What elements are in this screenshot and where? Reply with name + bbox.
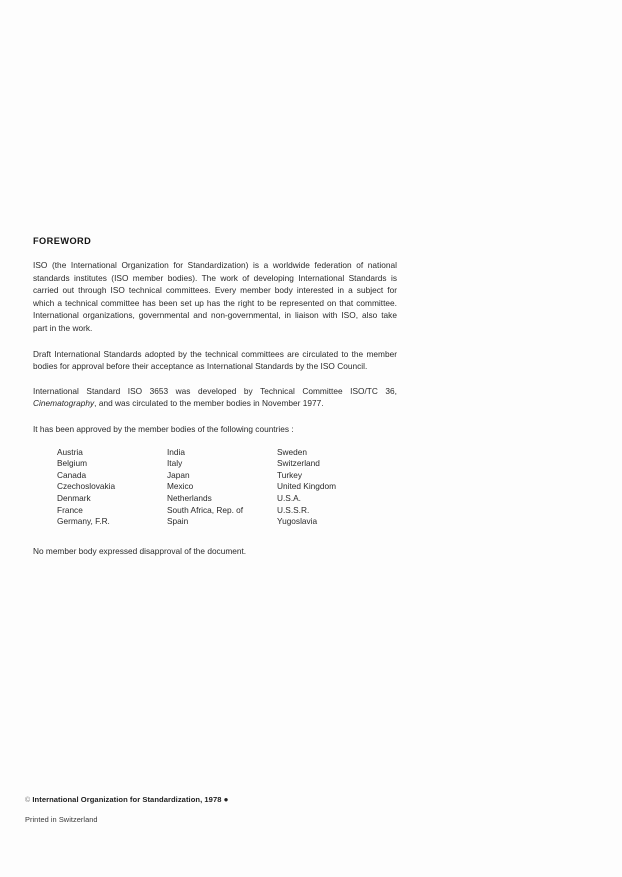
country-cell: Belgium <box>57 458 87 469</box>
country-cell: Canada <box>57 469 87 480</box>
country-cell: Japan <box>167 469 190 480</box>
country-cell: Netherlands <box>167 492 212 503</box>
country-cell: Mexico <box>167 481 194 492</box>
table-row <box>57 493 362 505</box>
copyright-text: International Organization for Standardization, 1978 <box>32 795 222 804</box>
footer-copyright <box>25 795 229 804</box>
copyright-icon: © <box>25 797 31 804</box>
disapproval-line: No member body expressed disapproval of the document. <box>33 545 247 556</box>
country-cell: France <box>57 504 83 515</box>
country-cell: United Kingdom <box>277 481 337 492</box>
country-cell: Switzerland <box>277 458 320 469</box>
country-cell: Italy <box>167 458 183 469</box>
country-cell: Sweden <box>277 446 307 457</box>
table-row <box>57 481 362 493</box>
standard-text-before: International Standard ISO 3653 was developed by Technical Committee ISO/TC 36, <box>33 385 397 396</box>
country-cell: Austria <box>57 446 83 457</box>
approval-line: It has been approved by the member bodies of the following countries : <box>33 423 294 434</box>
country-list-table <box>57 447 362 528</box>
country-cell: U.S.A. <box>277 492 301 503</box>
footer-printed-in: Printed in Switzerland <box>25 815 98 824</box>
country-cell: India <box>167 446 185 457</box>
table-row <box>57 516 362 528</box>
country-cell: Yugoslavia <box>277 516 318 527</box>
standard-committee-title: Cinematography <box>33 398 95 409</box>
country-cell: Czechoslovakia <box>57 481 116 492</box>
foreword-paragraph-1: ISO (the International Organization for Standardization) is a worldwide federation of national standards institutes (ISO member bodies). The work of developing International Standards is carried out through ISO technical committees. Every member body interested in a subject for which a technical committee has been set up has the right to be represented on that committee. International organizations, governmental and non-governmental, in liaison with ISO, also take part in the work. <box>33 260 397 333</box>
country-cell: Denmark <box>57 492 91 503</box>
table-row <box>57 470 362 482</box>
table-row <box>57 505 362 517</box>
country-cell: Turkey <box>277 469 303 480</box>
standard-text-after: , and was circulated to the member bodies in November 1977. <box>94 398 324 409</box>
table-row <box>57 447 362 459</box>
country-cell: South Africa, Rep. of <box>167 504 244 515</box>
table-row <box>57 458 362 470</box>
foreword-paragraph-standard <box>33 385 397 410</box>
bullet-icon: ● <box>223 795 229 804</box>
country-cell: U.S.S.R. <box>277 504 310 515</box>
country-cell: Spain <box>167 516 189 527</box>
country-cell: Germany, F.R. <box>57 516 110 527</box>
page-title: FOREWORD <box>33 236 92 246</box>
foreword-section <box>33 236 397 557</box>
foreword-paragraph-2: Draft International Standards adopted by the technical committees are circulated to the member bodies for approval before their acceptance as International Standards by the ISO Council. <box>33 348 397 372</box>
